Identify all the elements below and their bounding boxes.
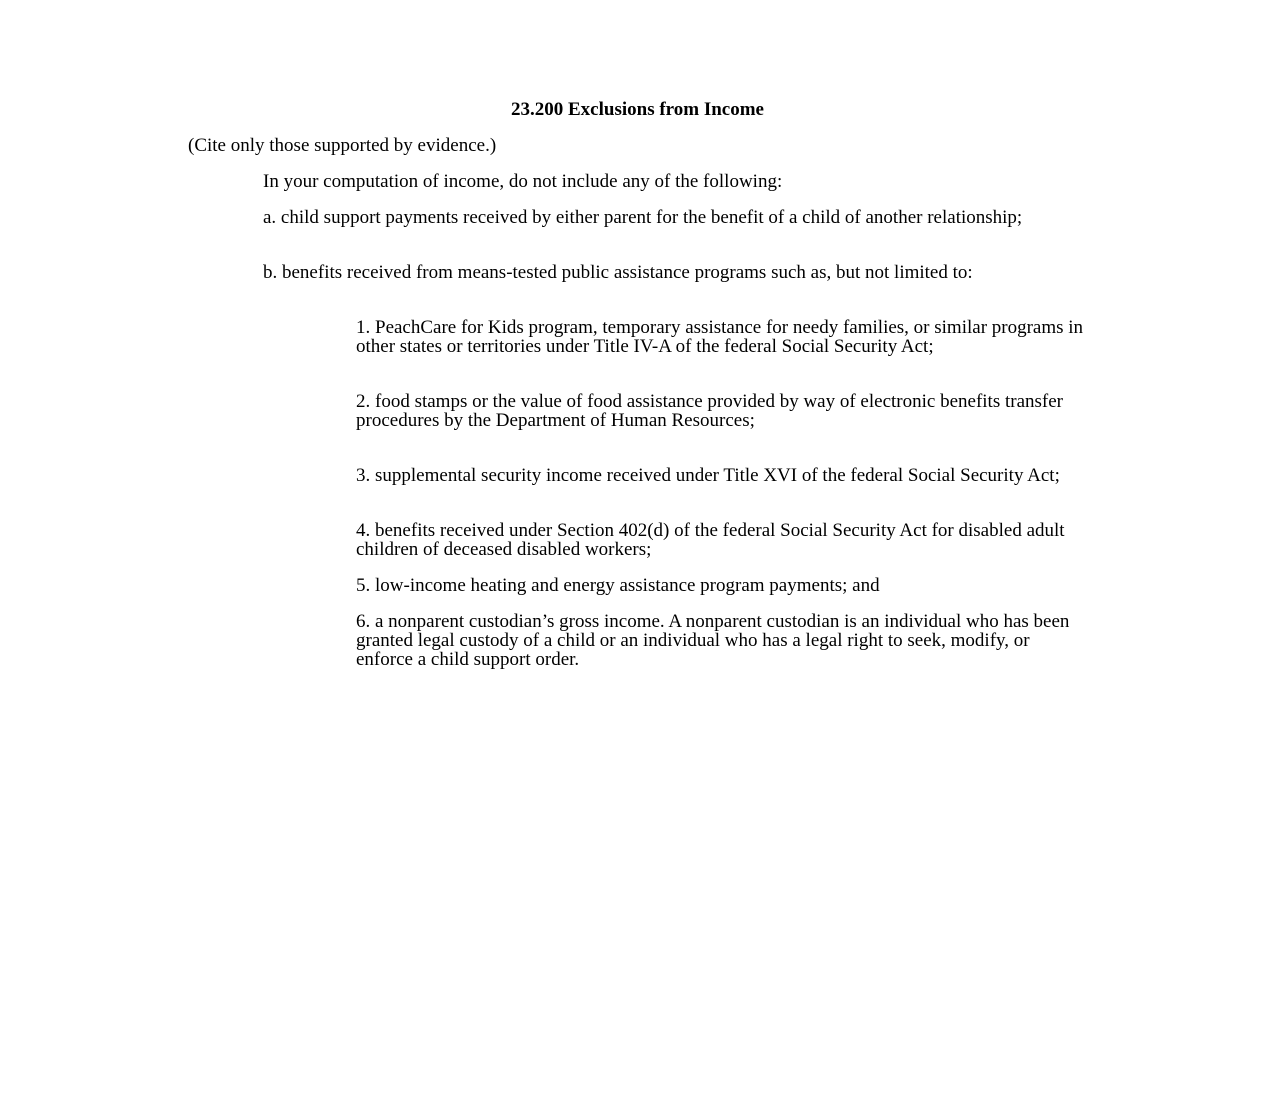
subitem-1: 1. PeachCare for Kids program, temporary assistance for needy families, or similar programs in other states or territories under Title IV-A of the federal Social Security Act; <box>356 317 1084 357</box>
document-title: 23.200 Exclusions from Income <box>511 99 764 120</box>
subitem-3: 3. supplemental security income received under Title XVI of the federal Social Security Act; <box>356 465 1060 486</box>
subitem-5: 5. low-income heating and energy assistance program payments; and <box>356 575 880 596</box>
cite-note: (Cite only those supported by evidence.) <box>188 135 497 156</box>
subitem-2: 2. food stamps or the value of food assistance provided by way of electronic benefits transfer procedures by the Department of Human Resources; <box>356 391 1063 431</box>
subitem-4: 4. benefits received under Section 402(d) of the federal Social Security Act for disabled adult children of deceased disabled workers; <box>356 520 1065 560</box>
exclusion-item-b: b. benefits received from means-tested public assistance programs such as, but not limited to: <box>263 262 973 283</box>
subitem-6: 6. a nonparent custodian’s gross income. A nonparent custodian is an individual who has been granted legal custody of a child or an individual who has a legal right to seek, modify, or enforce a child support order. <box>356 611 1070 670</box>
exclusion-item-a: a. child support payments received by either parent for the benefit of a child of another relationship; <box>263 207 1023 228</box>
intro-paragraph: In your computation of income, do not include any of the following: <box>263 171 783 192</box>
